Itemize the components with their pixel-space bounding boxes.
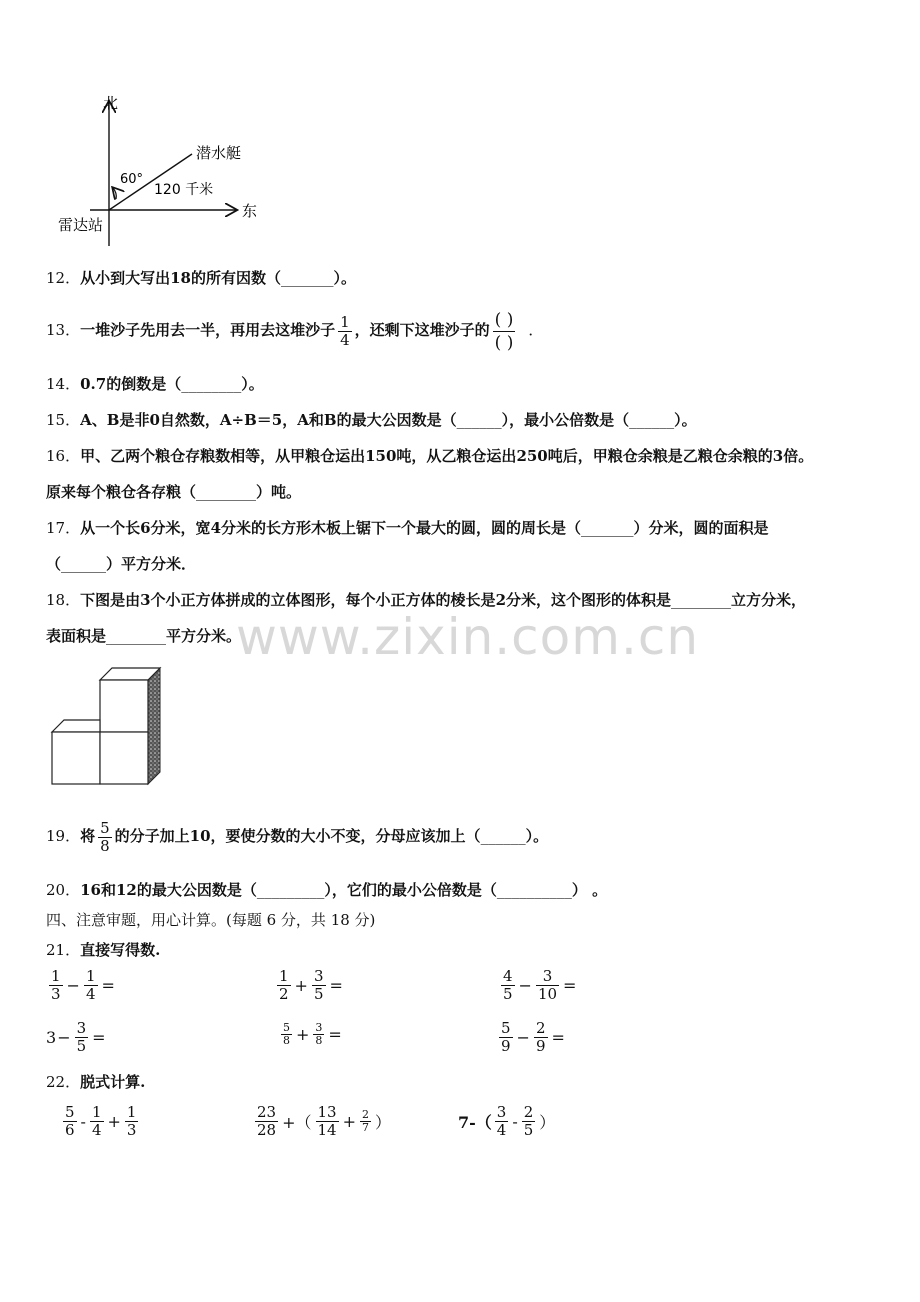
question-text: 表面积是 — [46, 627, 107, 645]
question-text: 从小到大写出 — [80, 269, 171, 287]
answer-numerator[interactable]: ( ) — [494, 309, 514, 330]
question-17-line-2 — [46, 554, 196, 574]
question-number: 19． — [46, 827, 81, 845]
fraction-denominator: 2 — [279, 985, 289, 1003]
fraction-denominator: 4 — [85, 985, 96, 1003]
fraction-numerator: 1 — [85, 967, 96, 985]
question-text: ， — [282, 411, 298, 429]
operator: = — [92, 1028, 106, 1047]
fraction — [90, 1104, 104, 1139]
question-text: 吨后，甲粮仓余粮是乙粮仓余粮的 — [547, 447, 773, 465]
fraction — [536, 968, 559, 1003]
number-value: 0.7 — [80, 375, 107, 393]
number-value: 250 — [516, 447, 548, 465]
fraction-numerator: 3 — [315, 1021, 323, 1034]
number-value: 12 — [115, 881, 137, 899]
operator: ） — [539, 1113, 556, 1132]
answer-blank[interactable]: ________ — [196, 483, 257, 501]
question-number: 16． — [46, 447, 81, 465]
question-22-title — [46, 1072, 145, 1092]
question-number: 21． — [46, 941, 81, 959]
question-text: ）吨。 — [256, 483, 302, 501]
fraction-denominator: 3 — [126, 1121, 137, 1139]
fraction — [63, 1104, 77, 1139]
question-17-line-1 — [46, 518, 769, 538]
fraction-numerator: 5 — [283, 1021, 290, 1034]
question-text: 个小正方体拼成的立体图形，每个小正方体的棱长是 — [150, 591, 496, 609]
number-value: 4 — [210, 519, 221, 537]
question-text: ）。 — [674, 411, 697, 429]
answer-blank[interactable]: ________ — [106, 627, 167, 645]
fraction-denominator: 6 — [65, 1121, 75, 1139]
fraction-numerator: 5 — [100, 818, 110, 837]
operator: ） — [375, 1113, 392, 1132]
operator: − — [66, 976, 80, 995]
question-text: 分米，这个图形的体积是 — [506, 591, 672, 609]
fraction-numerator: 13 — [317, 1103, 337, 1121]
angle-arc — [113, 188, 116, 199]
section-heading: 四、注意审题，用心计算。(每题 6 分，共 18 分) — [46, 911, 376, 929]
fraction — [312, 968, 326, 1003]
question-number: 12． — [46, 269, 81, 287]
cube-bottom-right-front — [100, 732, 148, 784]
question-12 — [46, 268, 356, 288]
question-16-line-2 — [46, 482, 301, 502]
question-text: 脱式计算. — [80, 1073, 146, 1091]
question-text: ） 。 — [571, 881, 608, 899]
number-value: 2 — [495, 591, 506, 609]
fraction — [255, 1104, 278, 1139]
fraction — [522, 1104, 536, 1139]
question-19 — [46, 814, 548, 858]
fraction-denominator: 3 — [51, 985, 61, 1003]
question-text: ）。 — [241, 375, 264, 393]
operator: + — [294, 976, 308, 995]
fraction-numerator: 1 — [340, 312, 350, 331]
fraction-denominator: 10 — [537, 985, 558, 1003]
station-label: 雷达站 — [58, 216, 104, 234]
question-text: 原来每个粮仓各存粮（ — [46, 483, 197, 501]
question-text: ）。 — [525, 827, 549, 845]
operator: = — [101, 976, 115, 995]
fraction — [338, 314, 352, 349]
question-18-line-1 — [46, 590, 806, 610]
question-number: 13． — [46, 321, 81, 339]
fraction — [277, 968, 291, 1003]
answer-blank[interactable]: __________ — [496, 881, 572, 899]
question-text: A — [80, 411, 92, 429]
fraction-denominator: 5 — [503, 985, 513, 1003]
fraction-numerator: 3 — [76, 1019, 87, 1037]
question-text: ）平方分米． — [106, 555, 197, 573]
north-label: 北 — [103, 94, 119, 112]
question-text: 是非 — [119, 411, 150, 429]
question-text: 的所有因数（ — [190, 269, 281, 287]
question-text: 吨，从乙粮仓运出 — [396, 447, 517, 465]
question-number: 20． — [46, 881, 81, 899]
fraction-numerator: 2 — [523, 1103, 534, 1121]
answer-fraction-box[interactable] — [493, 309, 516, 354]
question-13 — [46, 308, 543, 354]
answer-denominator[interactable]: ( ) — [494, 332, 514, 353]
question-text: 直接写得数. — [80, 941, 161, 959]
q21-expr-4[interactable] — [46, 1020, 107, 1055]
question-20 — [46, 880, 607, 900]
answer-blank[interactable]: ______ — [61, 555, 107, 573]
fraction — [75, 1020, 89, 1055]
q21-expr-3[interactable] — [498, 968, 577, 1003]
operator: − — [518, 976, 532, 995]
question-text: B — [106, 411, 120, 429]
operator: +（ — [282, 1113, 312, 1132]
question-text: 将 — [80, 827, 96, 845]
operator: − — [516, 1028, 530, 1047]
question-16-line-1 — [46, 446, 813, 466]
number-value: 6 — [140, 519, 151, 537]
answer-blank[interactable]: ______ — [480, 827, 526, 845]
operator: - — [512, 1112, 518, 1131]
question-text: 下图是由 — [80, 591, 141, 609]
number-value: 16 — [80, 881, 101, 899]
question-text: 从一个长 — [80, 519, 141, 537]
fraction — [281, 1022, 292, 1047]
q21-expr-6[interactable] — [496, 1020, 566, 1055]
cube-bottom-left-front — [52, 732, 100, 784]
q21-expr-5[interactable] — [278, 1022, 343, 1047]
answer-blank[interactable]: _______ — [581, 519, 634, 537]
question-text: 自然数， — [159, 411, 220, 429]
cube-figure — [50, 660, 170, 792]
question-text: 的分子加上 — [114, 827, 190, 845]
fraction-denominator: 8 — [283, 1034, 290, 1047]
question-text: 立方分米， — [731, 591, 807, 609]
question-text: 倍。 — [783, 447, 814, 465]
question-text: 的倒数是（ — [106, 375, 182, 393]
question-text: ），它们的最小公倍数是（ — [324, 881, 497, 899]
answer-blank[interactable]: ________ — [181, 375, 242, 393]
fraction — [316, 1104, 339, 1139]
question-21-title — [46, 940, 160, 960]
question-text: 、 — [91, 411, 107, 429]
operator: = — [563, 976, 577, 995]
number-value: 3 — [772, 447, 784, 465]
fraction — [360, 1109, 371, 1134]
number-value: 3 — [140, 591, 151, 609]
fraction-numerator: 1 — [91, 1103, 102, 1121]
angle-label: 60° — [120, 172, 144, 187]
question-number: 15． — [46, 411, 81, 429]
question-number: 18． — [46, 591, 81, 609]
question-text: 分米的长方形木板上锯下一个最大的圆，圆的周长是（ — [221, 519, 582, 537]
fraction-numerator: 1 — [51, 967, 61, 985]
question-text: 甲、乙两个粮仓存粮数相等，从甲粮仓运出 — [80, 447, 366, 465]
fraction-denominator: 8 — [315, 1034, 323, 1047]
operator: 7-（ — [458, 1113, 492, 1132]
question-text: ）。 — [333, 269, 357, 287]
q22-expr-3[interactable] — [458, 1104, 556, 1139]
cube-shaded-side — [148, 668, 160, 784]
q22-expr-2[interactable] — [252, 1104, 392, 1139]
operator: + — [342, 1112, 357, 1131]
question-text: 的最大公因数是（ — [336, 411, 457, 429]
answer-blank[interactable]: ______ — [456, 411, 502, 429]
question-15 — [46, 410, 697, 430]
fraction — [495, 1104, 509, 1139]
answer-blank[interactable]: ______ — [629, 411, 675, 429]
number-value: 150 — [365, 447, 397, 465]
fraction-denominator: 5 — [523, 1121, 534, 1139]
question-text: 分米，宽 — [150, 519, 211, 537]
fraction-numerator: 23 — [257, 1103, 277, 1121]
fraction-numerator: 4 — [503, 967, 513, 985]
question-text: 平方分米。 — [166, 627, 242, 645]
operator: + — [107, 1112, 121, 1131]
fraction-denominator: 4 — [496, 1121, 507, 1139]
answer-blank[interactable]: _______ — [281, 269, 334, 287]
fraction-numerator: 2 — [535, 1019, 546, 1037]
question-text: ，还剩下这堆沙子的 — [354, 321, 490, 339]
question-number: 17． — [46, 519, 81, 537]
fraction-denominator: 8 — [100, 836, 110, 855]
fraction-denominator: 9 — [501, 1037, 511, 1055]
question-text: ，要使分数的大小不变，分母应该加上（ — [210, 827, 481, 845]
fraction-denominator: 4 — [340, 330, 350, 349]
fraction — [501, 968, 515, 1003]
question-text: ）分米，圆的面积是 — [633, 519, 769, 537]
operator: = — [329, 976, 343, 995]
question-text: （ — [46, 555, 62, 573]
fraction — [534, 1020, 548, 1055]
fraction-denominator: 28 — [257, 1121, 277, 1139]
watermark: www.zixin.com.cn — [236, 608, 700, 666]
question-text: A — [297, 411, 309, 429]
answer-blank[interactable]: _________ — [256, 881, 325, 899]
fraction-numerator: 3 — [496, 1103, 507, 1121]
question-text: B — [323, 411, 337, 429]
fraction-numerator: 3 — [313, 967, 324, 985]
answer-blank[interactable]: ________ — [671, 591, 732, 609]
fraction-denominator: 5 — [76, 1037, 87, 1055]
question-text: 和 — [308, 411, 324, 429]
fraction-numerator: 3 — [542, 967, 553, 985]
east-label: 东 — [242, 202, 258, 220]
target-label: 潜水艇 — [196, 144, 242, 162]
fraction-numerator: 5 — [65, 1103, 75, 1121]
question-text: 的最大公因数是（ — [136, 881, 257, 899]
question-14 — [46, 374, 264, 394]
fraction — [84, 968, 98, 1003]
number-value: 18 — [170, 269, 191, 287]
fraction — [49, 968, 63, 1003]
distance-label: 120 千米 — [154, 182, 214, 198]
number-value: 10 — [189, 827, 211, 845]
question-text: 一堆沙子先用去一半，再用去这堆沙子 — [80, 321, 336, 339]
question-text: 0 — [149, 411, 160, 429]
question-18-line-2 — [46, 626, 241, 646]
fraction — [499, 1020, 513, 1055]
operator: = — [551, 1028, 565, 1047]
fraction-numerator: 2 — [362, 1108, 370, 1121]
operator: - — [80, 1112, 86, 1131]
cube-top-front — [100, 680, 148, 732]
fraction-denominator: 7 — [362, 1121, 370, 1134]
fraction-numerator: 1 — [126, 1103, 137, 1121]
q22-expr-1[interactable] — [60, 1104, 141, 1139]
fraction — [125, 1104, 139, 1139]
question-text: ． — [528, 321, 544, 339]
cube-left-top-face — [52, 720, 100, 732]
q21-expr-2[interactable] — [274, 968, 344, 1003]
fraction — [313, 1022, 324, 1047]
question-text: 和 — [100, 881, 116, 899]
question-number: 14． — [46, 375, 81, 393]
fraction — [98, 820, 112, 855]
fraction-denominator: 9 — [535, 1037, 546, 1055]
fraction-numerator: 5 — [501, 1019, 511, 1037]
q21-expr-1[interactable] — [46, 968, 116, 1003]
question-text: ），最小公倍数是（ — [501, 411, 630, 429]
operator: 3 — [46, 1028, 57, 1047]
operator: − — [57, 1028, 71, 1047]
fraction-denominator: 5 — [313, 985, 324, 1003]
operator: = — [328, 1025, 342, 1044]
question-number: 22． — [46, 1073, 81, 1091]
fraction-denominator: 14 — [317, 1121, 337, 1139]
radar-diagram — [50, 88, 270, 253]
fraction-denominator: 4 — [91, 1121, 102, 1139]
question-text: A÷B＝5 — [219, 411, 283, 429]
fraction-numerator: 1 — [279, 967, 289, 985]
operator: + — [296, 1025, 310, 1044]
